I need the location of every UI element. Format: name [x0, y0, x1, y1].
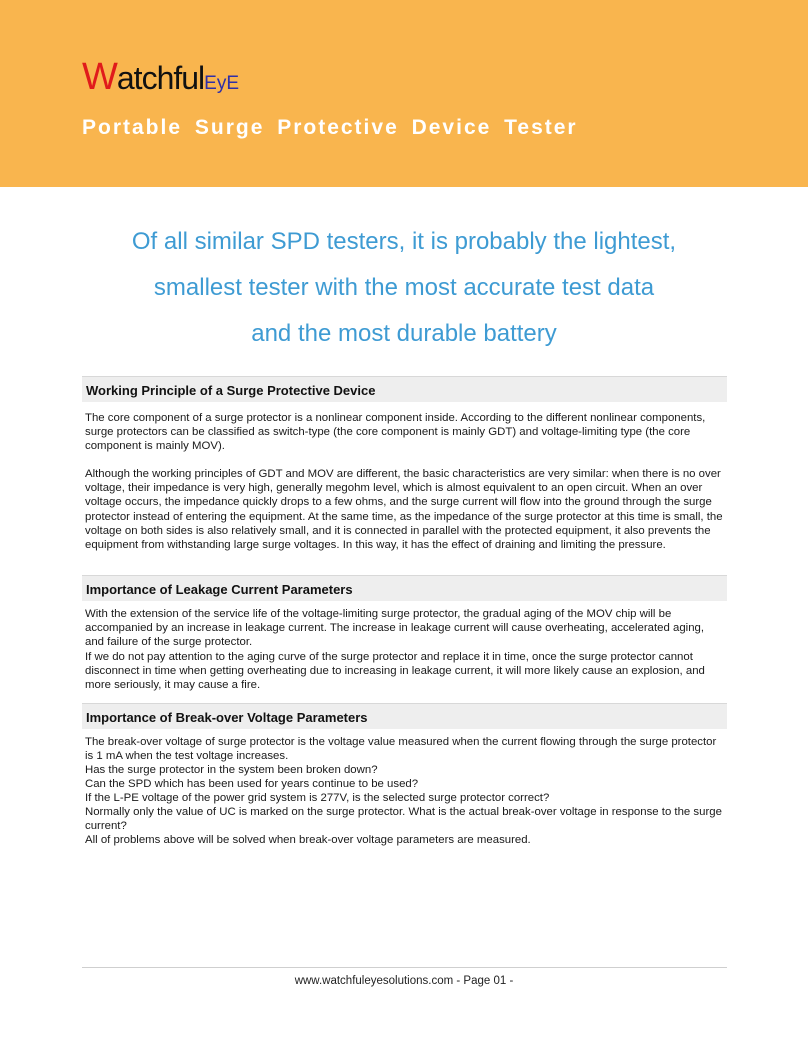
section-3-paragraph-1: The break-over voltage of surge protector is the voltage value measured when the current flowing through the surge protector is 1 mA when the test voltage increases. — [85, 736, 717, 763]
logo-rest: atchful — [116, 60, 205, 96]
section-3-paragraph-4: If the L-PE voltage of the power grid system is 277V, is the selected surge protector correct? — [85, 792, 550, 804]
tagline-line-3: and the most durable battery — [251, 320, 557, 347]
section-3-paragraph-5: Normally only the value of UC is marked on the surge protector. What is the actual break-over voltage in response to the surge current? — [85, 806, 722, 833]
header-banner — [0, 0, 808, 187]
logo-eye: EyE — [204, 73, 240, 94]
section-1-paragraph-2: Although the working principles of GDT and MOV are different, the basic characteristics are very similar: when there is no over voltage, their impedance is very high, generally megohm level, which is almost equivalent to an open circuit. When an over voltage occurs, the impedance quickly drops to a few ohms, and the surge current will flow into the ground through the surge protector instead of entering the equipment. At the same time, as the impedance of the surge protector at this time is small, the voltage on both sides is also relatively small, and it is connected in parallel with the protected equipment, it also prevents the equipment from withstanding large surge voltages. In this way, it has the effect of draining and limiting the pressure. — [85, 468, 723, 552]
tagline-line-2: smallest tester with the most accurate test data — [153, 274, 655, 301]
section-3-paragraph-3: Can the SPD which has been used for years continue to be used? — [85, 778, 419, 790]
section-3-paragraph-2: Has the surge protector in the system been broken down? — [85, 764, 378, 776]
tagline — [0, 226, 808, 364]
section-1-paragraph-1: The core component of a surge protector is a nonlinear component inside. According to the different nonlinear components, surge protectors can be classified as switch-type (the core component is mainly GDT) and voltage-limiting type (the core component is mainly MOV). — [85, 412, 706, 453]
product-subtitle: Portable Surge Protective Device Tester — [82, 116, 578, 139]
section-2-paragraph-2: If we do not pay attention to the aging curve of the surge protector and replace it in time, once the surge protector cannot disconnect in time when getting overheating due to increasing in leakage current, it will more likely cause an explosion, and more seriously, it may cause a fire. — [85, 651, 705, 692]
section-heading-leakage-current: Importance of Leakage Current Parameters — [82, 575, 727, 601]
logo-first-letter: W — [82, 56, 117, 98]
page-footer: www.watchfuleyesolutions.com - Page 01 - — [294, 975, 514, 987]
brand-logo — [82, 58, 239, 96]
tagline-line-1: Of all similar SPD testers, it is probably the lightest, — [131, 228, 677, 255]
footer-divider — [82, 967, 727, 968]
section-heading-break-over-voltage: Importance of Break-over Voltage Parameters — [82, 703, 727, 729]
section-heading-working-principle: Working Principle of a Surge Protective Device — [82, 376, 727, 402]
section-2-paragraph-1: With the extension of the service life of the voltage-limiting surge protector, the gradual aging of the MOV chip will be accompanied by an increase in leakage current. The increase in leakage current will cause overheating, accelerated aging, and failure of the surge protector. — [85, 608, 705, 649]
section-3-paragraph-6: All of problems above will be solved when break-over voltage parameters are measured. — [85, 834, 531, 846]
